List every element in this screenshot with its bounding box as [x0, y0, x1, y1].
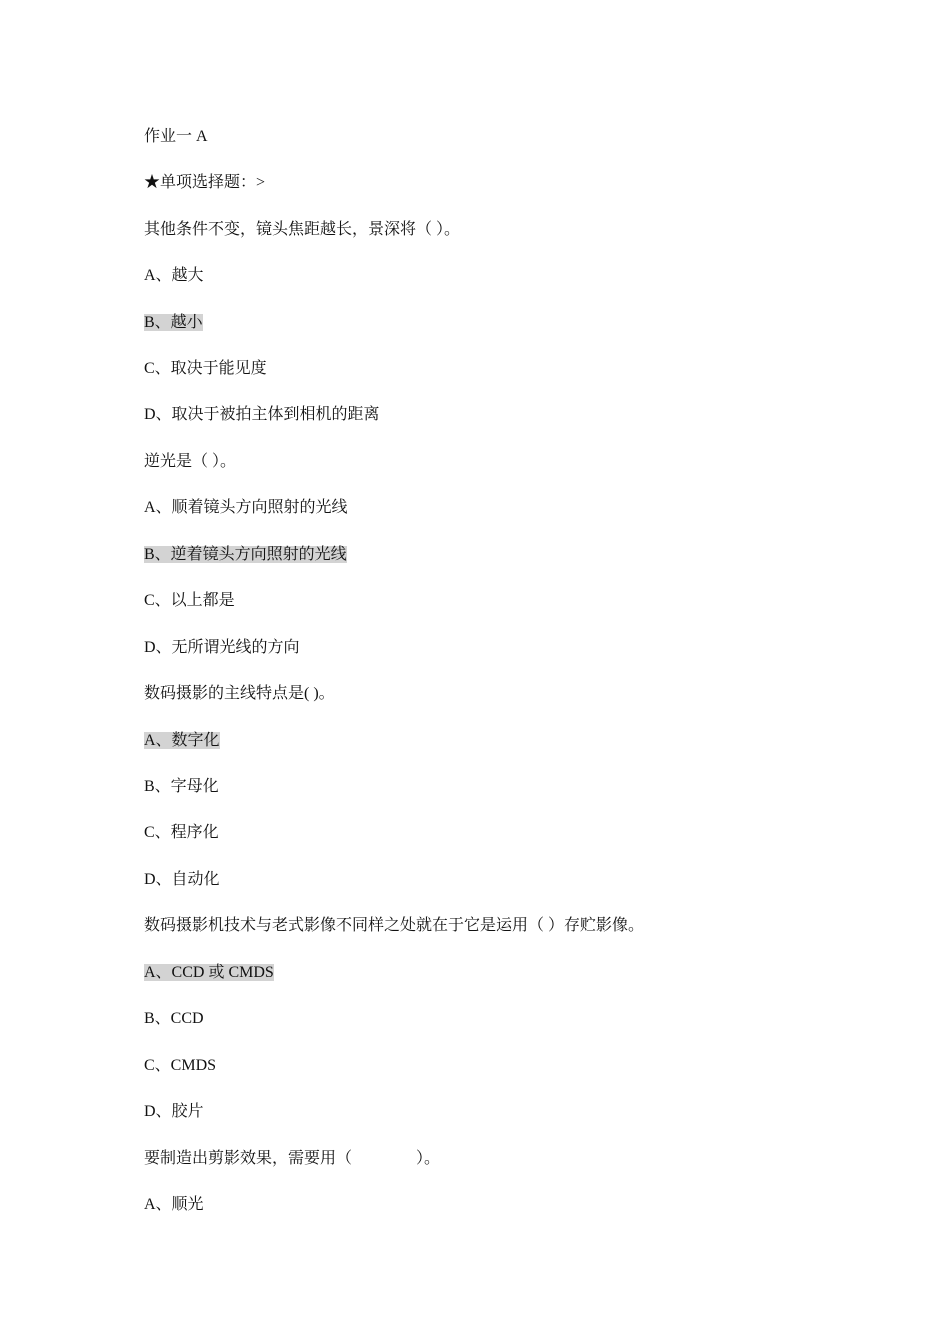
- question-2-option-d: [144, 638, 300, 658]
- question-3-option-a: [144, 731, 220, 751]
- option-text: D、取决于被拍主体到相机的距离: [144, 406, 380, 423]
- option-text: B、字母化: [144, 778, 219, 795]
- question-3-stem: 数码摄影的主线特点是( )。: [144, 685, 335, 702]
- question-2-option-c: [144, 591, 235, 611]
- question-4-option-b: [144, 1009, 204, 1029]
- option-text: D、无所谓光线的方向: [144, 639, 300, 656]
- question-2-option-b: [144, 545, 347, 565]
- question-4-stem: 数码摄影机技术与老式影像不同样之处就在于它是运用（ ）存贮影像。: [144, 917, 645, 934]
- question-3-option-b: [144, 777, 219, 797]
- question-5-stem: 要制造出剪影效果，需要用（ ）。: [144, 1150, 441, 1167]
- option-text: C、取决于能见度: [144, 360, 267, 377]
- question-2-stem: 逆光是（ ）。: [144, 453, 237, 470]
- document-title: 作业一 A: [144, 128, 208, 145]
- option-text: A、越大: [144, 267, 204, 284]
- question-1-option-d: [144, 405, 380, 425]
- option-text-highlighted: A、CCD 或 CMDS: [144, 964, 274, 981]
- section-heading: ★单项选择题：>: [144, 174, 266, 191]
- question-1-option-c: [144, 359, 267, 379]
- option-text: C、程序化: [144, 824, 219, 841]
- option-text-highlighted: B、逆着镜头方向照射的光线: [144, 546, 347, 563]
- question-4-option-a: [144, 963, 274, 983]
- option-text: C、以上都是: [144, 592, 235, 609]
- question-3-option-d: [144, 870, 220, 890]
- question-1-option-b: [144, 313, 203, 333]
- option-text: A、顺光: [144, 1196, 204, 1213]
- option-text: D、自动化: [144, 871, 220, 888]
- question-4-option-c: [144, 1056, 216, 1076]
- question-1-option-a: [144, 266, 204, 286]
- option-text: A、顺着镜头方向照射的光线: [144, 499, 348, 516]
- question-4-option-d: [144, 1102, 204, 1122]
- question-1-stem: 其他条件不变，镜头焦距越长，景深将（ ）。: [144, 221, 461, 238]
- option-text: C、CMDS: [144, 1057, 217, 1074]
- question-5-option-a: [144, 1195, 204, 1215]
- option-text-highlighted: A、数字化: [144, 732, 220, 749]
- option-text: B、CCD: [144, 1010, 204, 1027]
- option-text: D、胶片: [144, 1103, 204, 1120]
- option-text-highlighted: B、越小: [144, 314, 203, 331]
- question-3-option-c: [144, 823, 219, 843]
- question-2-option-a: [144, 498, 348, 518]
